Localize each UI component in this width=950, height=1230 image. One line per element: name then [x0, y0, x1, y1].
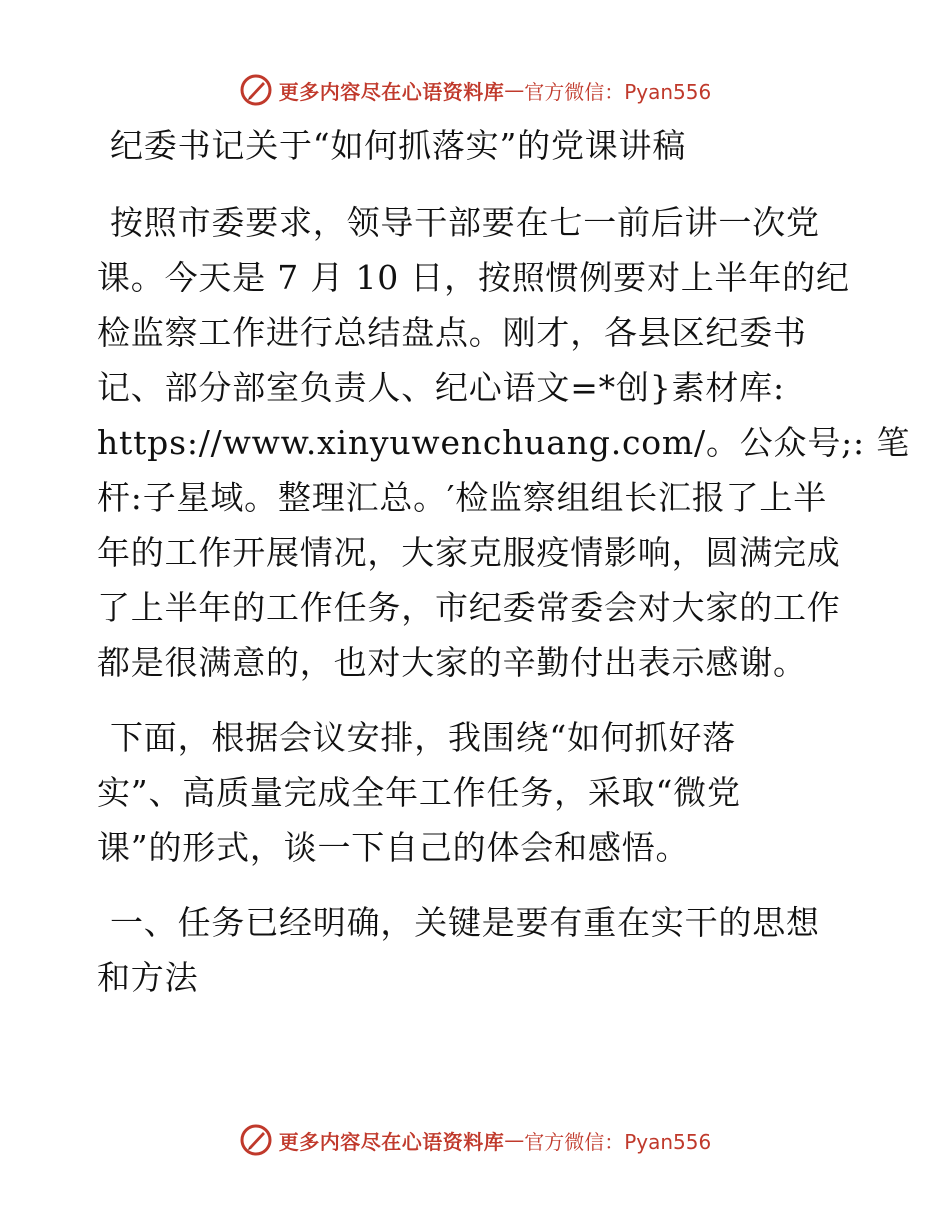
- text-line: 一、任务已经明确，关键是要有重在实干的思想: [110, 903, 820, 942]
- text-line: 课。今天是 7 月 10 日，按照惯例要对上半年的纪: [97, 258, 850, 297]
- text-line: 检监察工作进行总结盘点。刚才，各县区纪委书: [97, 313, 807, 352]
- text-line: 都是很满意的，也对大家的辛勤付出表示感谢。: [97, 643, 807, 682]
- banner-site-text: 更多内容尽在心语资料库: [278, 1129, 505, 1154]
- text-line: 年的工作开展情况，大家克服疫情影响，圆满完成: [97, 533, 841, 572]
- text-line: 记、部分部室负责人、纪心语文=*创}素材库:: [97, 368, 785, 407]
- banner-dash: —: [504, 78, 525, 102]
- brush-logo-icon: [239, 1123, 273, 1157]
- header-watermark-banner: [0, 70, 950, 110]
- banner-site-text: 更多内容尽在心语资料库: [278, 79, 505, 104]
- text-line: https://www.xinyuwenchuang.com/。公众号;: 笔: [97, 423, 911, 462]
- text-line: 实”、高质量完成全年工作任务，采取“微党: [97, 773, 741, 812]
- text-line: 和方法: [97, 958, 199, 997]
- text-line: 下面，根据会议安排，我围绕“如何抓好落: [110, 718, 737, 757]
- text-line: 杆:子星域。整理汇总。′检监察组组长汇报了上半: [97, 478, 828, 517]
- banner-dash: —: [504, 1128, 525, 1152]
- banner-wechat-text: 官方微信：Pyan556: [524, 79, 712, 104]
- banner-wechat-text: 官方微信：Pyan556: [524, 1129, 712, 1154]
- text-line: 按照市委要求，领导干部要在七一前后讲一次党: [110, 203, 820, 242]
- text-line: 了上半年的工作任务，市纪委常委会对大家的工作: [97, 588, 841, 627]
- footer-watermark-banner: [0, 1120, 950, 1160]
- document-title: 纪委书记关于“如何抓落实”的党课讲稿: [110, 126, 687, 165]
- brush-logo-icon: [239, 73, 273, 107]
- text-line: 课”的形式，谈一下自己的体会和感悟。: [97, 828, 690, 867]
